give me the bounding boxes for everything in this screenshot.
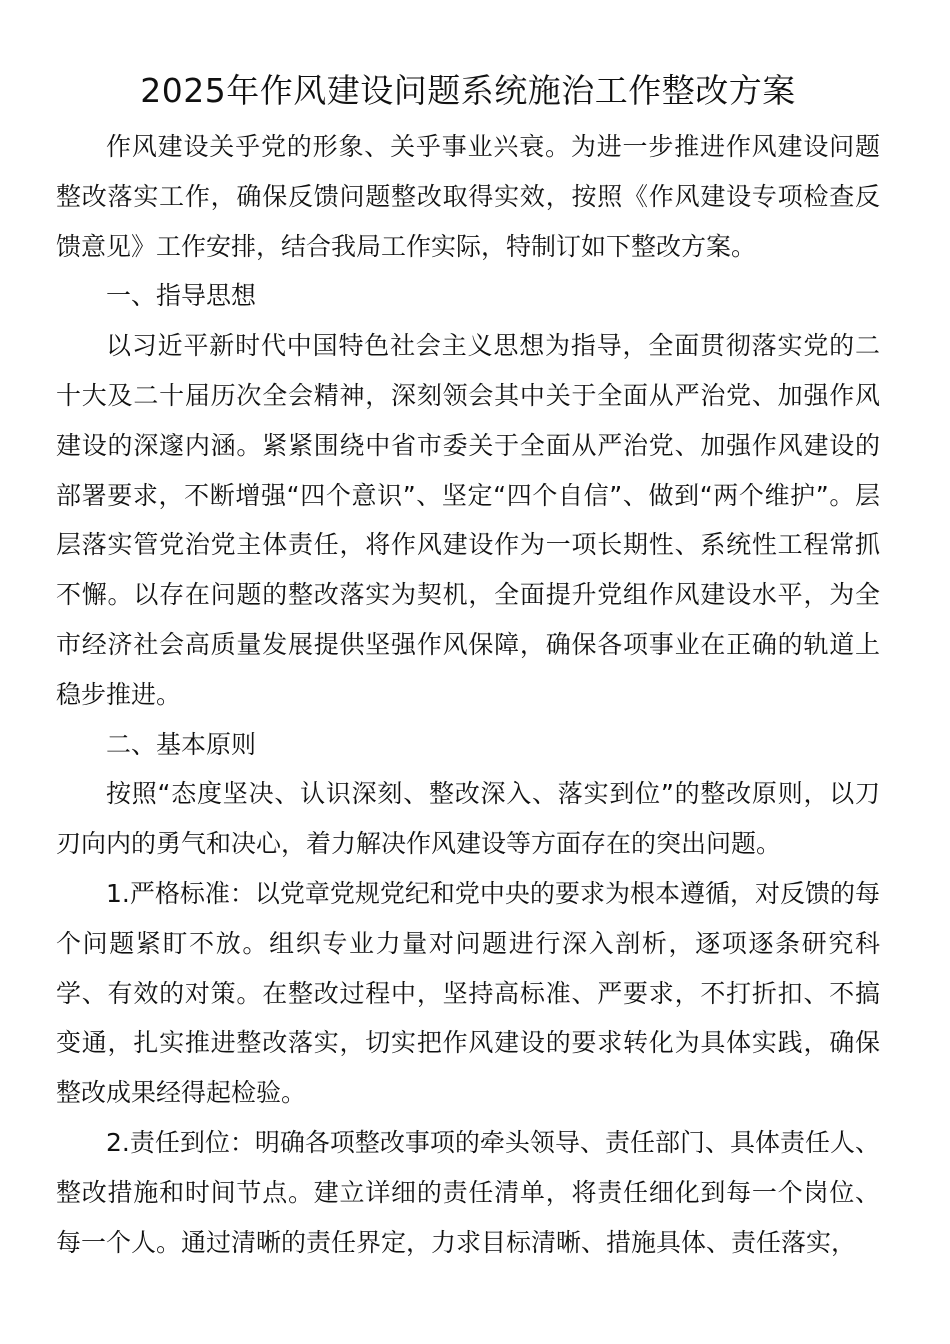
document-page	[56, 66, 880, 1267]
intro-paragraph: 作风建设关乎党的形象、关乎事业兴衰。为进一步推进作风建设问题整改落实工作，确保反馈问题整改取得实效，按照《作风建设专项检查反馈意见》工作安排，结合我局工作实际，特制订如下整改方案。	[56, 132, 880, 261]
basic-principles-paragraph: 按照“态度坚决、认识深刻、整改深入、落实到位”的整改原则，以刀刃向内的勇气和决心，着力解决作风建设等方面存在的突出问题。	[56, 779, 880, 859]
principle-strict-standards-paragraph: 1.严格标准：以党章党规党纪和党中央的要求为根本遵循，对反馈的每个问题紧盯不放。组织专业力量对问题进行深入剖析，逐项逐条研究科学、有效的对策。在整改过程中，坚持高标准、严要求，不打折扣、不搞变通，扎实推进整改落实，切实把作风建设的要求转化为具体实践，确保整改成果经得起检验。	[56, 878, 880, 1108]
section-heading-basic-principles: 二、基本原则	[106, 729, 257, 759]
principle-responsibility-paragraph: 2.责任到位：明确各项整改事项的牵头领导、责任部门、具体责任人、整改措施和时间节点。建立详细的责任清单，将责任细化到每一个岗位、每一个人。通过清晰的责任界定，力求目标清晰、措施具体、责任落实，	[56, 1127, 880, 1257]
section-heading-guiding-ideology: 一、指导思想	[106, 281, 257, 311]
document-title: 2025年作风建设问题系统施治工作整改方案	[140, 71, 796, 110]
guiding-ideology-paragraph: 以习近平新时代中国特色社会主义思想为指导，全面贯彻落实党的二十大及二十届历次全会精神，深刻领会其中关于全面从严治党、加强作风建设的深邃内涵。紧紧围绕中省市委关于全面从严治党、加强作风建设的部署要求，不断增强“四个意识”、坚定“四个自信”、做到“两个维护”。层层落实管党治党主体责任，将作风建设作为一项长期性、系统性工程常抓不懈。以存在问题的整改落实为契机，全面提升党组作风建设水平，为全市经济社会高质量发展提供坚强作风保障，确保各项事业在正确的轨道上稳步推进。	[56, 331, 880, 709]
